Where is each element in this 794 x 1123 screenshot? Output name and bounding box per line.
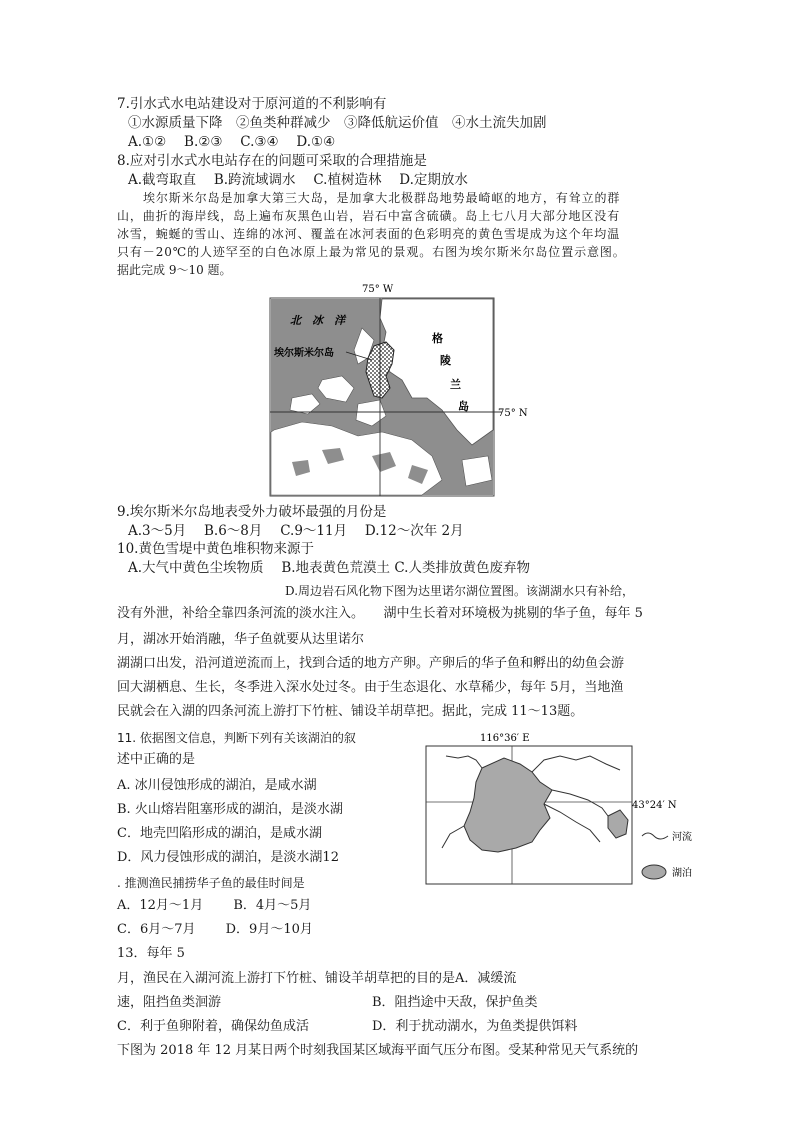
q11-option-d: D．风力侵蚀形成的湖泊，是淡水湖12 bbox=[117, 850, 339, 865]
dalinur-lake-map bbox=[420, 730, 710, 890]
q13-line3b: B．阻挡途中天敌，保护鱼类 bbox=[372, 995, 538, 1010]
q11-option-b: B. 火山熔岩阻塞形成的湖泊，是淡水湖 bbox=[117, 802, 343, 817]
passage1-line2: 山，曲折的海岸线，岛上遍布灰黑色山岩，岩石中富含硫磺。岛上七八月大部分地区没有 bbox=[117, 209, 621, 223]
q8-stem: 8.应对引水式水电站存在的问题可采取的合理措施是 bbox=[117, 153, 427, 169]
passage1-line1: 埃尔斯米尔岛是加拿大第三大岛，是加拿大北极群岛地势最崎岖的地方，有耸立的群 bbox=[143, 191, 621, 205]
label-greenland-1: 格 bbox=[432, 332, 443, 345]
q7-options: A.①② B.②③ C.③④ D.①④ bbox=[128, 134, 336, 150]
passage2-line4: 回大湖栖息、生长，冬季进入深水处过冬。由于生态退化、水草稀少，每年 5月，当地渔 bbox=[117, 680, 624, 695]
map1-latitude-label: 75° N bbox=[498, 408, 528, 419]
map1-longitude-label: 75° W bbox=[362, 284, 394, 295]
q10-options: A.大气中黄色尘埃物质 B.地表黄色荒漠土 C.人类排放黄色废弃物 bbox=[128, 560, 530, 576]
passage2-line2: 月，湖冰开始消融，华子鱼就要从达里诺尔 bbox=[117, 632, 365, 647]
q11-option-c: C．地壳凹陷形成的湖泊，是咸水湖 bbox=[117, 826, 322, 841]
q7-items: ①水源质量下降 ②鱼类种群减少 ③降低航运价值 ④水土流失加剧 bbox=[128, 115, 547, 131]
q11-stem-line1: 11. 依据图文信息，判断下列有关该湖泊的叙 bbox=[117, 731, 356, 745]
q9-options: A.3～5月 B.6～8月 C.9～11月 D.12～次年 2月 bbox=[128, 523, 464, 539]
q13-line2: 月，渔民在入湖河流上游打下竹桩、铺设羊胡草把的目的是A．减缓流 bbox=[117, 971, 517, 986]
q13-line3a: 速，阻挡鱼类洄游 bbox=[117, 995, 222, 1010]
q8-options: A.截弯取直 B.跨流域调水 C.植树造林 D.定期放水 bbox=[128, 172, 468, 188]
legend-lake-icon bbox=[642, 865, 666, 879]
passage2-line1: 没有外泄，补给全靠四条河流的淡水注入。 湖中生长着对环境极为挑剔的华子鱼，每年 5 bbox=[117, 606, 643, 621]
label-ellesmere: 埃尔斯米尔岛 bbox=[274, 348, 334, 359]
q10-stem: 10.黄色雪堤中黄色堆积物来源于 bbox=[117, 541, 314, 557]
label-greenland-2: 陵 bbox=[440, 354, 451, 367]
passage1-line5: 据此完成 9～10 题。 bbox=[117, 263, 232, 277]
q13-line4a: C．利于鱼卵附着，确保幼鱼成活 bbox=[117, 1019, 309, 1034]
q11-stem-line2: 述中正确的是 bbox=[117, 752, 196, 767]
q12-options-cd: C．6月～7月 D．9月～10月 bbox=[117, 922, 313, 937]
q13-line1: 13．每年 5 bbox=[117, 946, 185, 961]
legend-lake-label: 湖泊 bbox=[672, 868, 692, 879]
passage2-line5: 民就会在入湖的四条河流上游打下竹桩、铺设羊胡草把。据此，完成 11～13题。 bbox=[117, 704, 584, 719]
passage2-line3: 湖湖口出发，沿河道逆流而上，找到合适的地方产卵。产卵后的华子鱼和孵出的幼鱼会游 bbox=[117, 656, 625, 671]
label-greenland-3: 兰 bbox=[450, 378, 461, 391]
map2-latitude-label: 43°24′ N bbox=[632, 800, 677, 811]
next-question-intro: 下图为 2018 年 12 月某日两个时刻我国某区域海平面气压分布图。受某种常见天气系统的 bbox=[117, 1043, 639, 1058]
q12-stem: . 推测渔民捕捞华子鱼的最佳时间是 bbox=[117, 876, 305, 890]
legend-river-label: 河流 bbox=[672, 832, 692, 843]
q9-stem: 9.埃尔斯米尔岛地表受外力破坏最强的月份是 bbox=[117, 504, 387, 520]
legend-river-icon bbox=[642, 833, 668, 839]
ellesmere-location-map bbox=[262, 280, 530, 502]
q7-stem: 7.引水式水电站建设对于原河道的不利影响有 bbox=[117, 96, 387, 112]
q10-options-d: D.周边岩石风化物下图为达里诺尔湖位置图。该湖湖水只有补给， bbox=[285, 584, 635, 598]
passage1-line3: 冰雪，蜿蜒的雪山、连绵的冰河、覆盖在冰河表面的色彩明亮的黄色雪堤成为这个年均温 bbox=[117, 227, 621, 241]
map2-longitude-label: 116°36′ E bbox=[480, 733, 530, 744]
label-greenland-4: 岛 bbox=[458, 400, 469, 413]
q13-line4b: D．利于扰动湖水，为鱼类提供饵料 bbox=[372, 1019, 578, 1034]
passage1-line4: 只有－20℃的人迹罕至的白色冰原上最为常见的景观。右图为埃尔斯米尔岛位置示意图。 bbox=[117, 245, 626, 259]
q12-options-ab: A．12月～1月 B．4月～5月 bbox=[117, 898, 312, 913]
q11-option-a: A. 冰川侵蚀形成的湖泊，是咸水湖 bbox=[117, 778, 317, 793]
label-arctic-ocean: 北 冰 洋 bbox=[290, 314, 345, 327]
